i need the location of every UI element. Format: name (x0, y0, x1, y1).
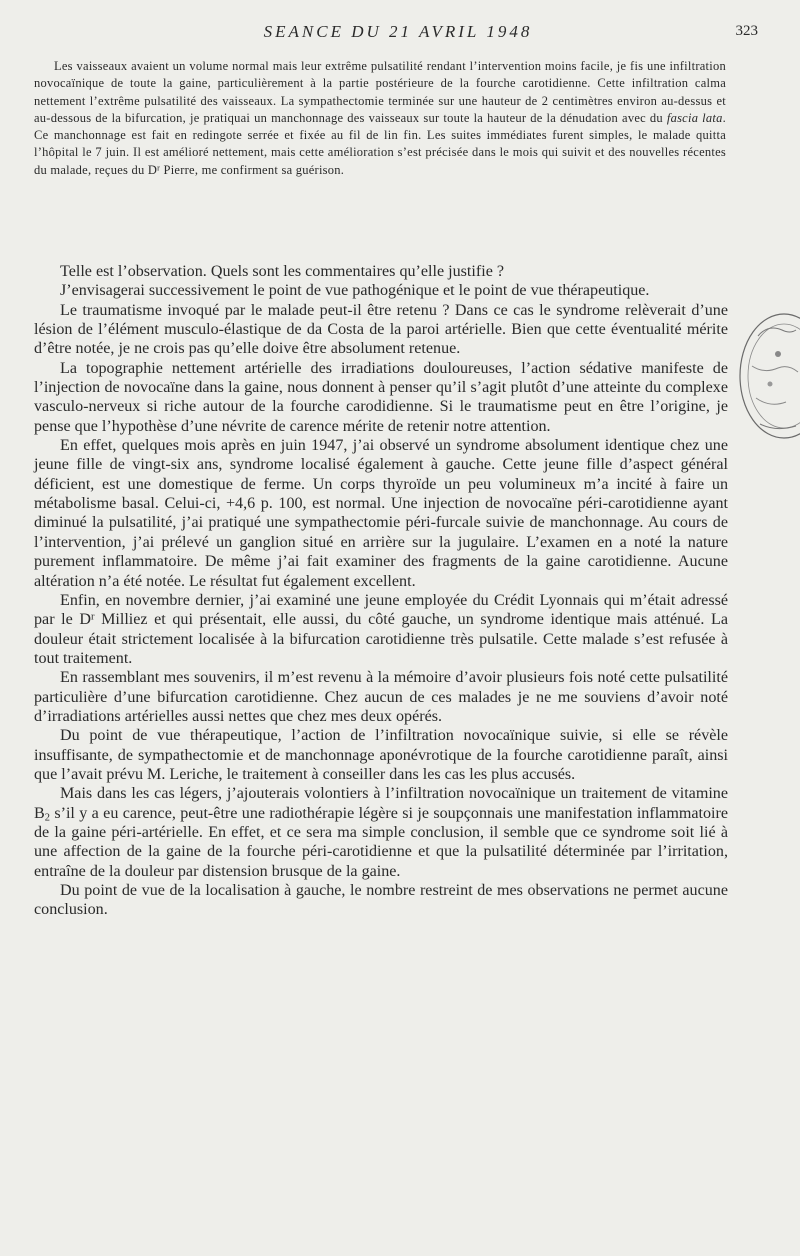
paragraph-7: En rassemblant mes souvenirs, il m’est revenu à la mémoire d’avoir plusieurs fois noté cette pulsatilité particulière d’une bifurcation carotidienne. Chez aucun de ces malades je ne me souviens d’avoir noté d’irradiations artérielles aussi nettes que chez mes deux opérés. (34, 669, 728, 725)
small-text-3: Pierre, me confirment sa guérison. (160, 162, 345, 177)
small-paragraph (34, 58, 726, 179)
paragraph-6-sup: r (91, 611, 95, 623)
case-report-small-text (34, 58, 726, 179)
paragraph-4: La topographie nettement artérielle des irradiations douloureuses, l’action sédative manifeste de l’injection de novocaïne dans la gaine, nous donnent à penser qu’il s’agit plutôt d’une atteinte du complexe vasculo-nerveux si riche autour de la fourche carodidienne. Si le traumatisme peut en être l’origine, je pense que l’hypothèse d’une névrite de carence mérite de retenir notre attention. (34, 359, 728, 435)
small-text-1: Les vaisseaux avaient un volume normal mais leur extrême pulsatilité rendant l’intervention moins facile, je fis une infiltration novocaïnique de toute la gaine, particulièrement à la partie postérieure de la fourche carotidienne. Cette infiltration calma nettement l’extrême pulsatilité des vaisseaux. La sympathectomie terminée sur une hauteur de 2 centimètres environ au-dessus et au-dessous de la bifurcation, je pratiquai un manchonnage des vaisseaux sur toute la hauteur de la dénudation avec du (34, 59, 726, 125)
paragraph-8: Du point de vue thérapeutique, l’action de l’infiltration novocaïnique suivie, si elle se révèle insuffisante, de sympathectomie et de manchonnage aponévrotique de la fourche carotidienne paraît, ainsi que l’avait prévu M. Leriche, le traitement à conseiller dans les cas les plus accusés. (34, 727, 728, 783)
paragraph-6-text-b: Milliez et qui présentait, elle aussi, du côté gauche, un syndrome identique mais atténué. La douleur était strictement localisée à la bifurcation carotidienne très pulsatile. Cette malade s’est refusée à tout traitement. (34, 611, 728, 667)
page-number: 323 (735, 23, 758, 39)
small-text-2: . Ce manchonnage est fait en redingote serrée et fixée au fil de lin fin. Les suites immédiates furent simples, le malade quitta l’hôpital le 7 juin. Il est amélioré nettement, mais cette amélioration s’est précisée dans le mois qui suivit et des nouvelles récentes du malade, reçues du D (34, 110, 726, 177)
paragraph-9-text-a: Mais dans les cas légers, j’ajouterais volontiers à l’infiltration novocaïnique un traitement de vitamine B (34, 785, 728, 822)
paragraph-3: Le traumatisme invoqué par le malade peut-il être retenu ? Dans ce cas le syndrome relèverait d’une lésion de l’élément musculo-élastique de da Costa de la paroi artérielle. Bien que cette éventualité mérite d’être notée, je ne crois pas qu’elle doive être absolument retenue. (34, 301, 728, 358)
paragraph-6 (34, 591, 728, 668)
paragraph-5: En effet, quelques mois après en juin 1947, j’ai observé un syndrome absolument identique chez une jeune fille de vingt-six ans, syndrome localisé également à gauche. Cette jeune fille d’aspect général déficient, est une domestique de ferme. Un corps thyroïde un peu volumineux m’a incité à faire un métabolisme basal. Celui-ci, +4,6 p. 100, est normal. Une injection de novocaïne péri-carotidienne ayant diminué la pulsatilité, j’ai pratiqué une sympathectomie péri-furcale suivie de manchonnage. Au cours de l’intervention, j’ai prélevé un ganglion situé en arrière sur la jugulaire. L’examen en a noté la nature purement inflammatoire. De même j’ai fait examiner des fragments de la gaine carotidienne. Aucune altération n’a été notée. Le résultat fut également excellent. (34, 437, 728, 590)
paragraph-6-text-a: Enfin, en novembre dernier, j’ai examiné une jeune employée du Crédit Lyonnais qui m’était adressé par le D (34, 591, 728, 629)
paragraph-10: Du point de vue de la localisation à gauche, le nombre restreint de mes observations ne permet aucune conclusion. (34, 882, 728, 919)
main-body-text (34, 262, 728, 920)
small-text-italic: fascia lata (666, 110, 723, 125)
library-stamp (738, 306, 800, 456)
page-header (38, 22, 758, 44)
paragraph-2: J’envisagerai successivement le point de vue pathogénique et le point de vue thérapeutique. (60, 282, 650, 300)
paragraph-1: Telle est l’observation. Quels sont les commentaires qu’elle justifie ? (60, 263, 505, 280)
running-title: SEANCE DU 21 AVRIL 1948 (263, 22, 533, 41)
paragraph-9-text-b: s’il y a eu carence, peut-être une radiothérapie légère si je soupçonnais une manifestation inflammatoire de la gaine péri-artérielle. En effet, et ce sera ma simple conclusion, il semble que ce syndrome soit lié à une affection de la gaine de la fourche péri-carotidienne et que la pulsatilité déterminée par l’irritation, entraîne de la douleur par distension brusque de la gaine. (34, 804, 728, 880)
small-text-sup: r (157, 163, 161, 173)
paragraph-9-sub: 2 (44, 812, 50, 824)
paragraph-9 (34, 784, 728, 881)
